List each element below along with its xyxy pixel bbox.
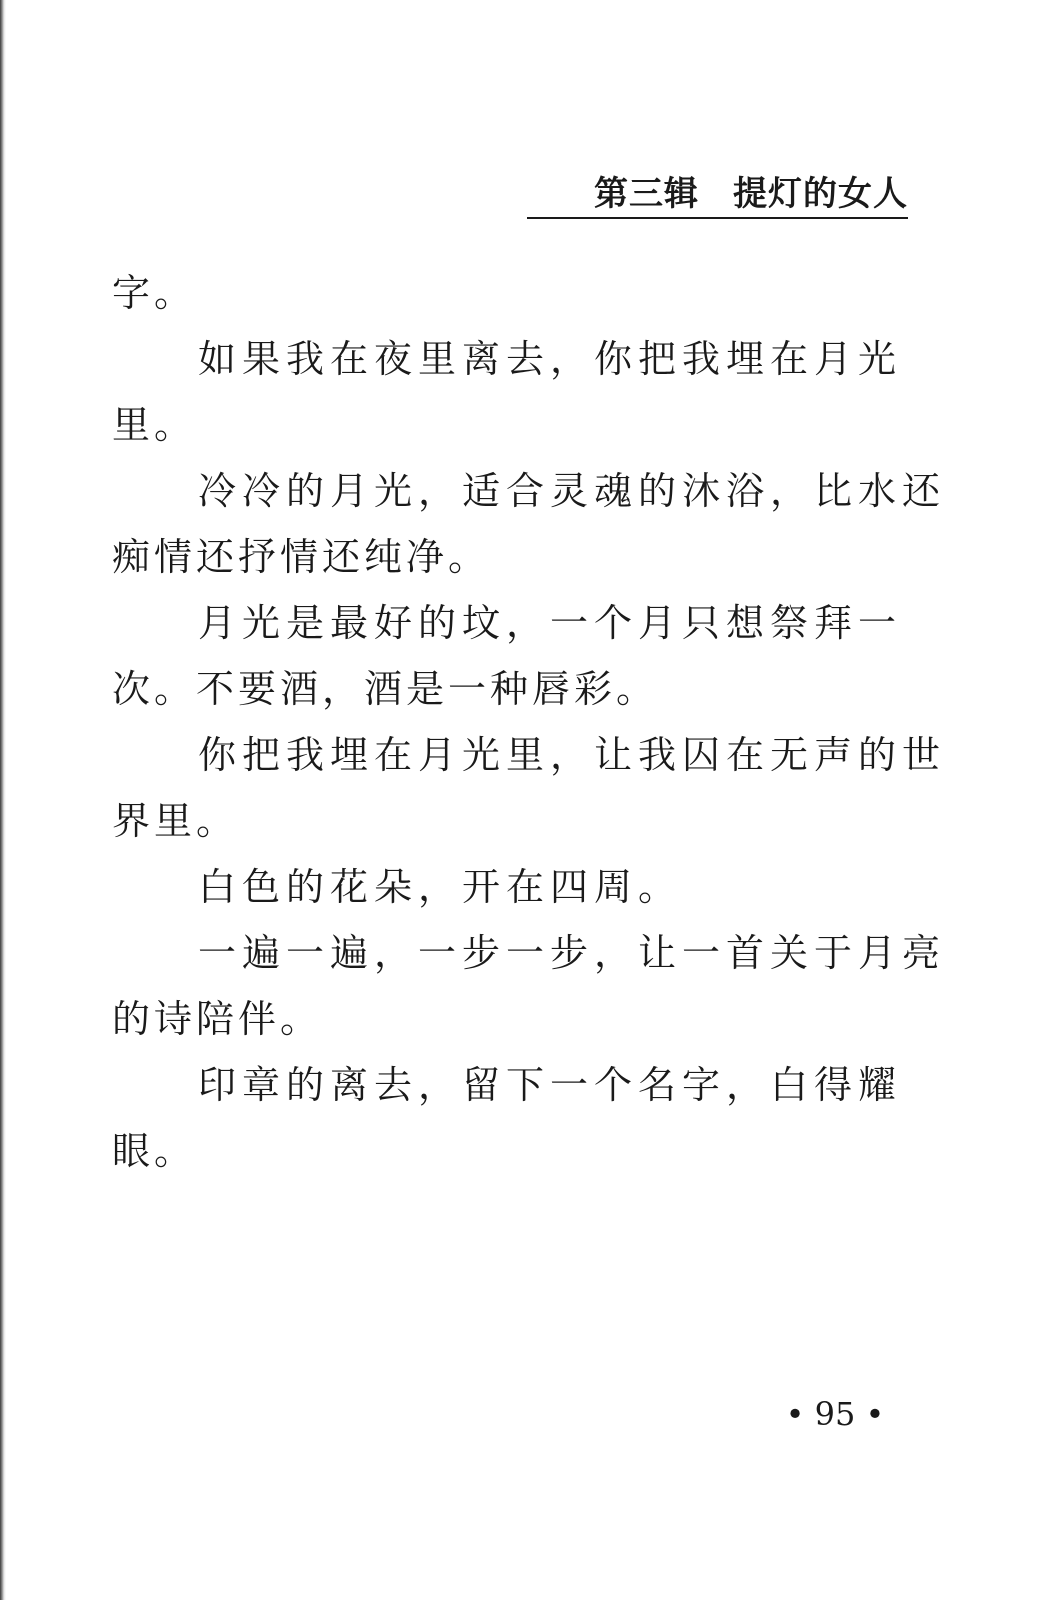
text-line: 的诗陪伴。	[112, 997, 323, 1041]
header-chapter: 提灯的女人	[733, 174, 908, 214]
text-line: 月光是最好的坟，一个月只想祭拜一	[198, 601, 903, 645]
header-section: 第三辑	[594, 174, 699, 214]
text-line: 冷冷的月光，适合灵魂的沐浴，比水还	[198, 469, 947, 513]
text-line: 印章的离去，留下一个名字，白得耀	[198, 1063, 903, 1107]
text-line: 字。	[112, 271, 197, 315]
header-rule	[527, 217, 908, 219]
text-line: 眼。	[112, 1129, 197, 1173]
text-line: 如果我在夜里离去，你把我埋在月光	[198, 337, 903, 381]
scanned-page-edge	[0, 0, 6, 1600]
text-line: 界里。	[112, 799, 239, 843]
text-line: 痴情还抒情还纯净。	[112, 535, 491, 579]
running-header	[520, 174, 908, 214]
text-line: 你把我埋在月光里，让我囚在无声的世	[198, 733, 947, 777]
text-line: 次。不要酒，酒是一种唇彩。	[112, 667, 659, 711]
text-line: 里。	[112, 403, 197, 447]
page-number: • 95 •	[785, 1395, 885, 1433]
text-line: 白色的花朵，开在四周。	[198, 865, 683, 909]
text-line: 一遍一遍，一步一步，让一首关于月亮	[198, 931, 947, 975]
body-text	[112, 260, 947, 1184]
